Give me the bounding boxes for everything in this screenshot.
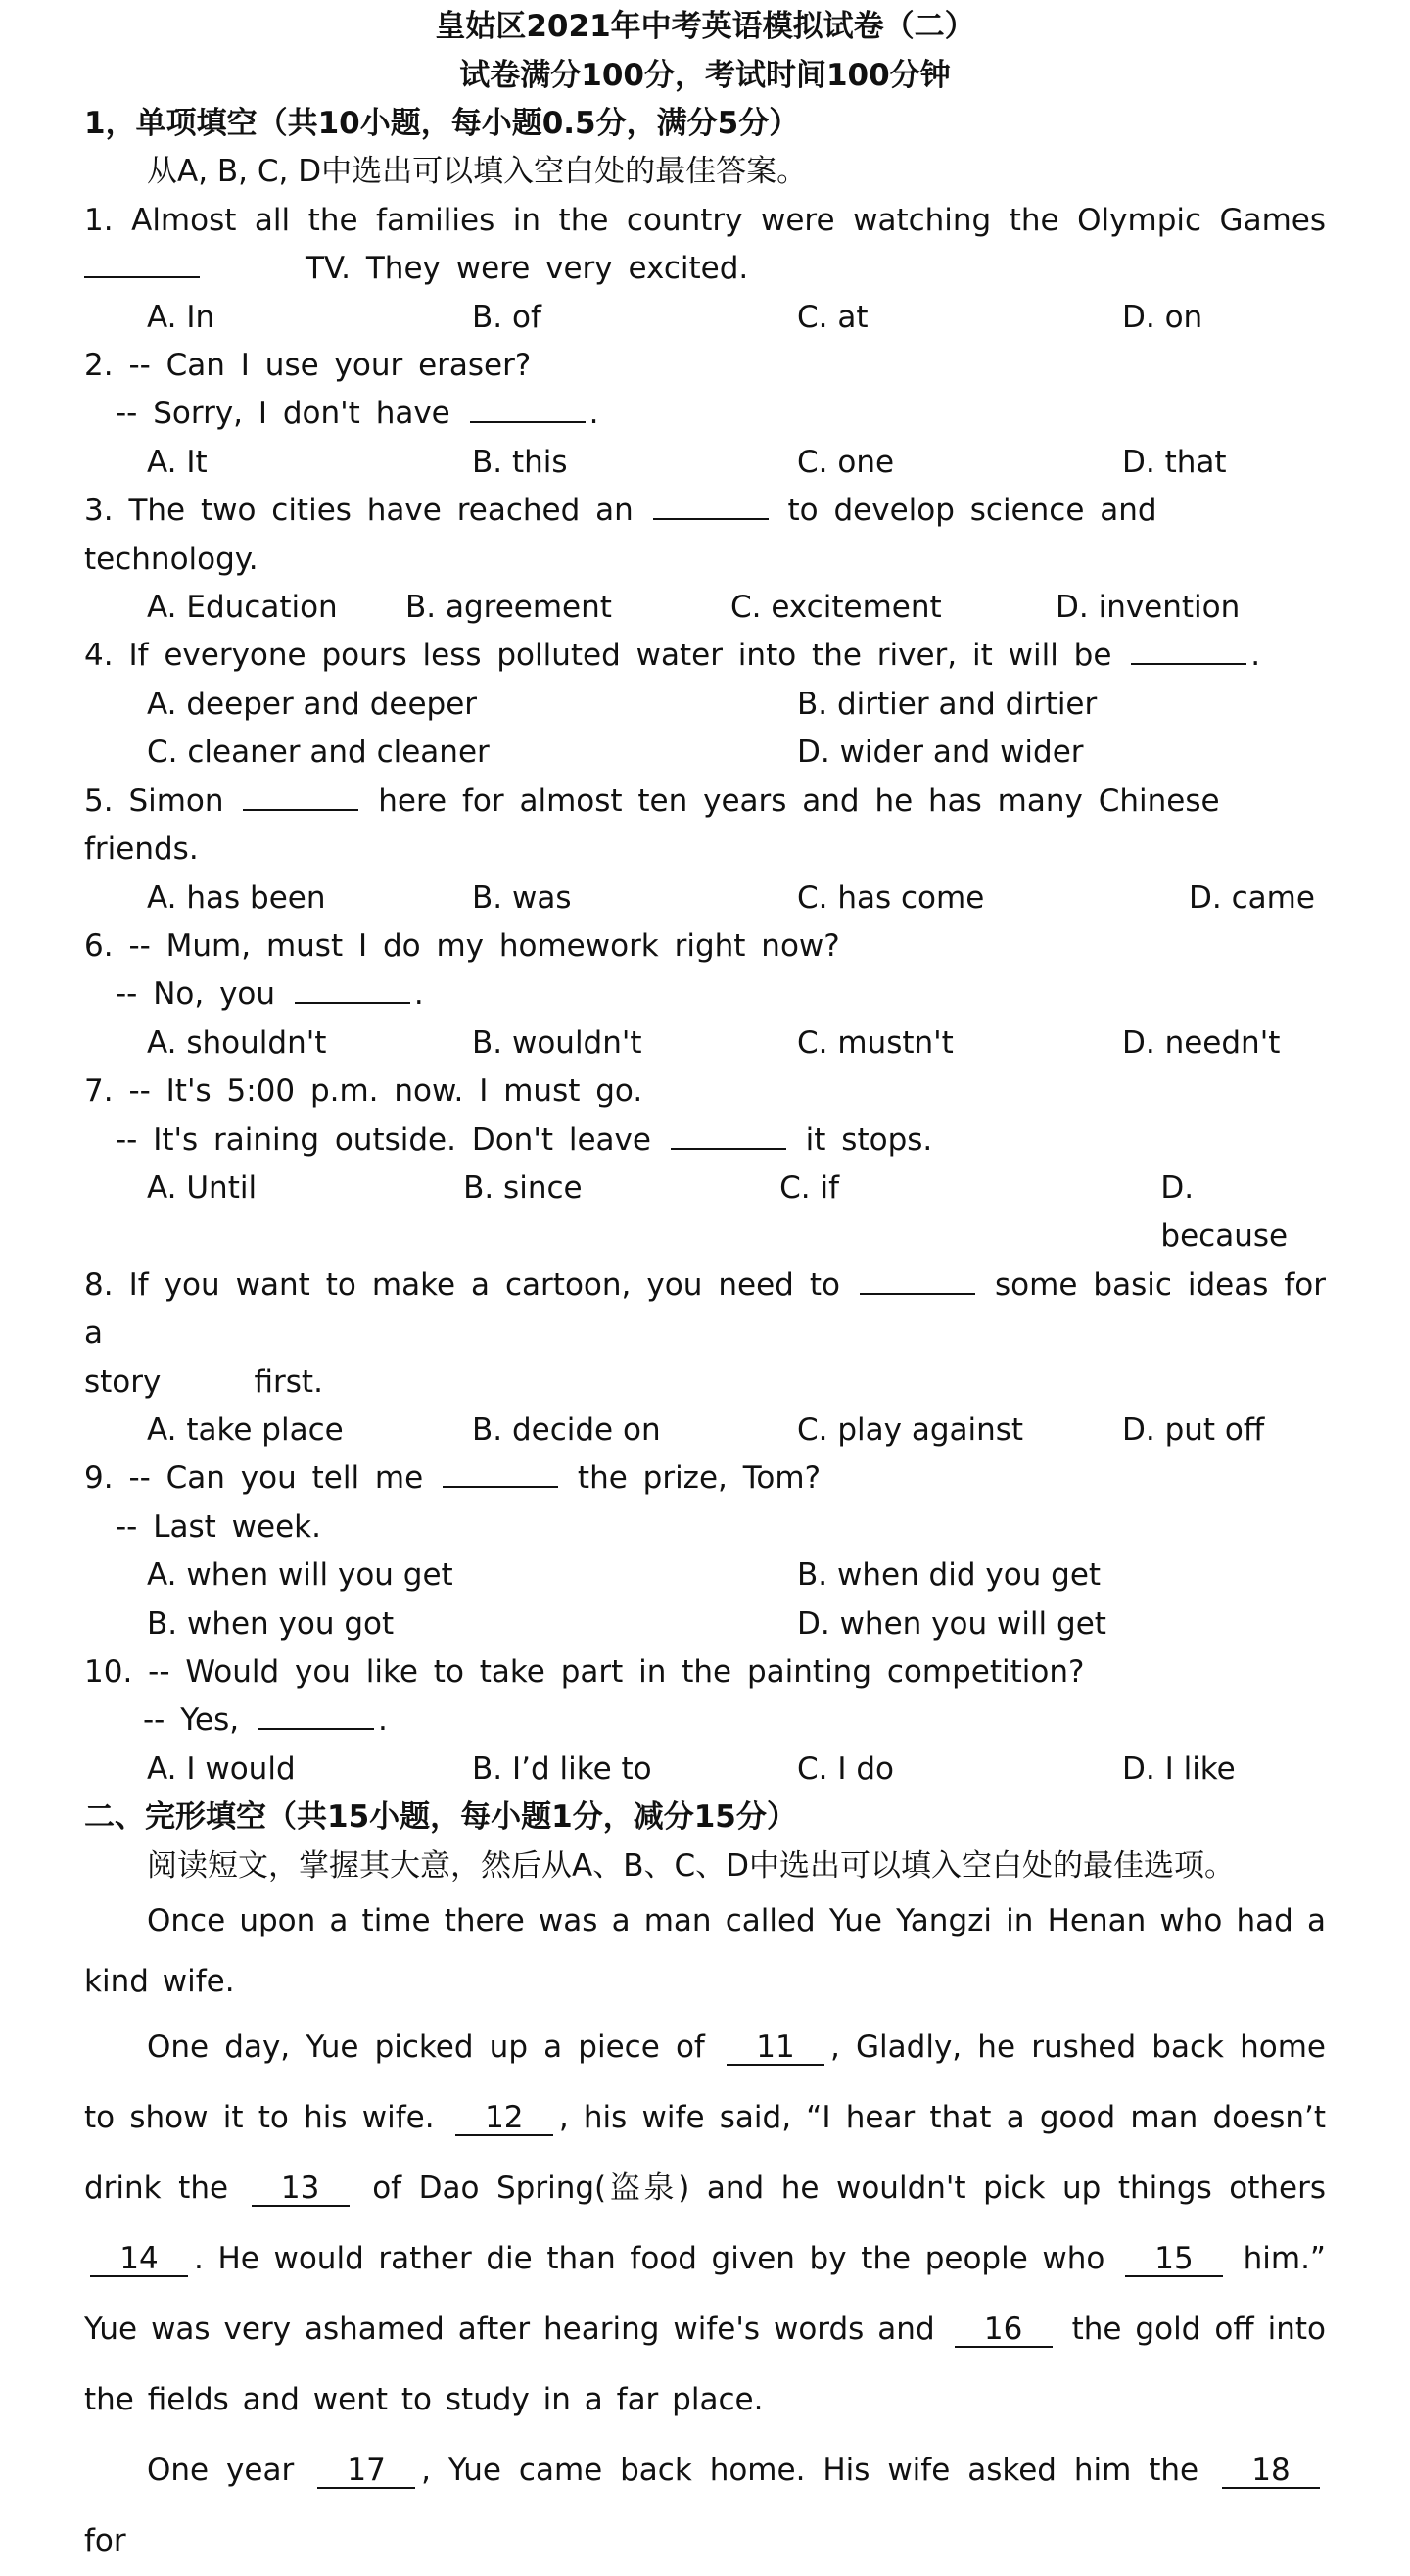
question-2-line2: -- Sorry, I don't have . (116, 396, 599, 432)
question-9-line2: -- Last week. (116, 1508, 321, 1545)
question-2-options (84, 439, 1326, 487)
option-b[interactable]: B. agreement (405, 590, 612, 626)
question-6-options (84, 1020, 1326, 1068)
question-10-line2: -- Yes, . (143, 1702, 388, 1739)
option-b[interactable]: B. of (472, 299, 541, 335)
section2-heading: 二、完形填空（共15小题，每小题1分，减分15分） (84, 1799, 797, 1836)
answer-blank[interactable] (243, 803, 358, 811)
option-c[interactable]: B. when you got (147, 1605, 395, 1642)
option-d[interactable]: D. when you will get (797, 1605, 1106, 1642)
option-d[interactable]: D. on (1122, 299, 1203, 335)
option-d[interactable]: D. that (1122, 444, 1227, 480)
option-a[interactable]: A. shouldn't (147, 1025, 327, 1061)
question-9-options-row1 (84, 1551, 1326, 1599)
option-c[interactable]: C. one (797, 444, 895, 480)
option-d[interactable]: D. came (1189, 880, 1315, 916)
section2-instruction: 阅读短文，掌握其大意，然后从A、B、C、D中选出可以填入空白处的最佳选项。 (147, 1847, 1235, 1884)
question-5-stem: 5. Simon here for almost ten years and he has many Chinese friends. (84, 783, 1220, 868)
option-d[interactable]: D. I like (1122, 1750, 1236, 1787)
question-9-options-row2 (84, 1600, 1326, 1648)
page-subtitle: 试卷满分100分，考试时间100分钟 (459, 58, 951, 93)
option-a[interactable]: A. deeper and deeper (147, 686, 478, 722)
question-9-stem: 9. -- Can you tell me the prize, Tom? (84, 1460, 822, 1497)
cloze-blank-18[interactable]: 18 (1222, 2454, 1320, 2489)
question-1-options (84, 294, 1326, 342)
cloze-blank-12[interactable]: 12 (455, 2101, 553, 2136)
option-a[interactable]: A. It (147, 444, 208, 480)
option-d[interactable]: D. because (1160, 1169, 1289, 1255)
question-10-stem: 10. -- Would you like to take part in the painting competition? (84, 1654, 1085, 1690)
passage-paragraph-3: One year 17 , Yue came back home. His wife asked him the 18 for (84, 2435, 1326, 2576)
option-b[interactable]: B. wouldn't (472, 1025, 642, 1061)
question-3-stem: 3. The two cities have reached an to develop science and technology. (84, 493, 1157, 577)
question-8-stem: 8. If you want to make a cartoon, you need to some basic ideas for a (84, 1266, 1327, 1352)
option-a[interactable]: A. I would (147, 1750, 296, 1787)
option-b[interactable]: B. since (463, 1169, 583, 1206)
option-a[interactable]: A. take place (147, 1411, 344, 1448)
question-1-line2: TV. They were very excited. (84, 245, 1326, 293)
question-6-stem: 6. -- Mum, must I do my homework right now? (84, 928, 840, 964)
question-3-options (84, 584, 1326, 632)
question-7-stem: 7. -- It's 5:00 p.m. now. I must go. (84, 1073, 643, 1110)
option-c[interactable]: C. has come (797, 880, 985, 916)
option-a[interactable]: A. Until (147, 1169, 258, 1206)
answer-blank[interactable] (671, 1142, 786, 1150)
option-c[interactable]: C. mustn't (797, 1025, 954, 1061)
option-c[interactable]: C. excitement (730, 590, 942, 626)
cloze-blank-16[interactable]: 16 (955, 2313, 1053, 2348)
option-c[interactable]: C. if (779, 1169, 840, 1206)
cloze-blank-14[interactable]: 14 (90, 2242, 188, 2277)
cloze-blank-13[interactable]: 13 (252, 2171, 350, 2207)
question-7-options (84, 1165, 1326, 1262)
section1-instruction: 从A, B, C, D中选出可以填入空白处的最佳答案。 (147, 154, 808, 190)
cloze-blank-15[interactable]: 15 (1125, 2242, 1223, 2277)
answer-blank[interactable] (84, 270, 200, 278)
question-6-line2: -- No, you . (116, 977, 424, 1013)
question-4-options-row1 (84, 681, 1326, 729)
option-d[interactable]: D. wider and wider (797, 735, 1084, 771)
option-b[interactable]: B. I’d like to (472, 1750, 652, 1787)
option-b[interactable]: B. decide on (472, 1411, 661, 1448)
question-8-options (84, 1407, 1326, 1455)
option-d[interactable]: D. invention (1056, 590, 1241, 626)
option-a[interactable]: A. Education (147, 590, 338, 626)
option-c[interactable]: C. play against (797, 1411, 1024, 1448)
option-b[interactable]: B. this (472, 444, 568, 480)
option-b[interactable]: B. when did you get (797, 1557, 1102, 1594)
answer-blank[interactable] (443, 1480, 558, 1488)
option-a[interactable]: A. has been (147, 880, 326, 916)
question-4-stem: 4. If everyone pours less polluted water into the river, it will be . (84, 638, 1261, 674)
passage-paragraph-2: One day, Yue picked up a piece of 11 , Gladly, he rushed back home to show it to his wife. 12 , his wife said, “I hear that a good man doesn’t drink the 13 of Dao Spring(盗泉) and he wouldn't pick up things others 14 . He would rather die than food given by the people who 15 him.” Yue was very ashamed after hearing wife's words and 16 the gold off into the fields and went to study in a far place. (84, 2029, 1327, 2418)
option-d[interactable]: D. needn't (1122, 1025, 1281, 1061)
option-c[interactable]: C. I do (797, 1750, 894, 1787)
option-c[interactable]: C. cleaner and cleaner (147, 735, 490, 771)
option-b[interactable]: B. dirtier and dirtier (797, 686, 1098, 722)
cloze-blank-11[interactable]: 11 (727, 2030, 824, 2066)
question-1-stem: 1. Almost all the families in the country were watching the Olympic Games (84, 202, 1326, 238)
option-c[interactable]: C. at (797, 299, 869, 335)
question-8-line2: story first. (84, 1363, 323, 1400)
cloze-passage (84, 1890, 1326, 2576)
answer-blank[interactable] (258, 1722, 374, 1730)
answer-blank[interactable] (295, 996, 410, 1004)
question-4-options-row2 (84, 729, 1326, 777)
page-title: 皇姑区2021年中考英语模拟试卷（二） (435, 9, 975, 44)
section1-heading: 1，单项填空（共10小题，每小题0.5分，满分5分） (84, 106, 800, 141)
answer-blank[interactable] (1131, 657, 1246, 665)
question-5-options (84, 875, 1326, 923)
question-7-line2: -- It's raining outside. Don't leave it stops. (116, 1121, 933, 1158)
option-a[interactable]: A. when will you get (147, 1557, 453, 1594)
answer-blank[interactable] (860, 1287, 975, 1295)
answer-blank[interactable] (470, 415, 586, 423)
option-d[interactable]: D. put off (1122, 1411, 1265, 1448)
cloze-blank-17[interactable]: 17 (317, 2454, 415, 2489)
question-2-stem: 2. -- Can I use your eraser? (84, 348, 532, 384)
option-a[interactable]: A. In (147, 299, 215, 335)
answer-blank[interactable] (653, 512, 769, 520)
option-b[interactable]: B. was (472, 880, 572, 916)
question-10-options (84, 1745, 1326, 1793)
passage-paragraph-1: Once upon a time there was a man called Yue Yangzi in Henan who had a kind wife. (84, 1903, 1326, 2000)
